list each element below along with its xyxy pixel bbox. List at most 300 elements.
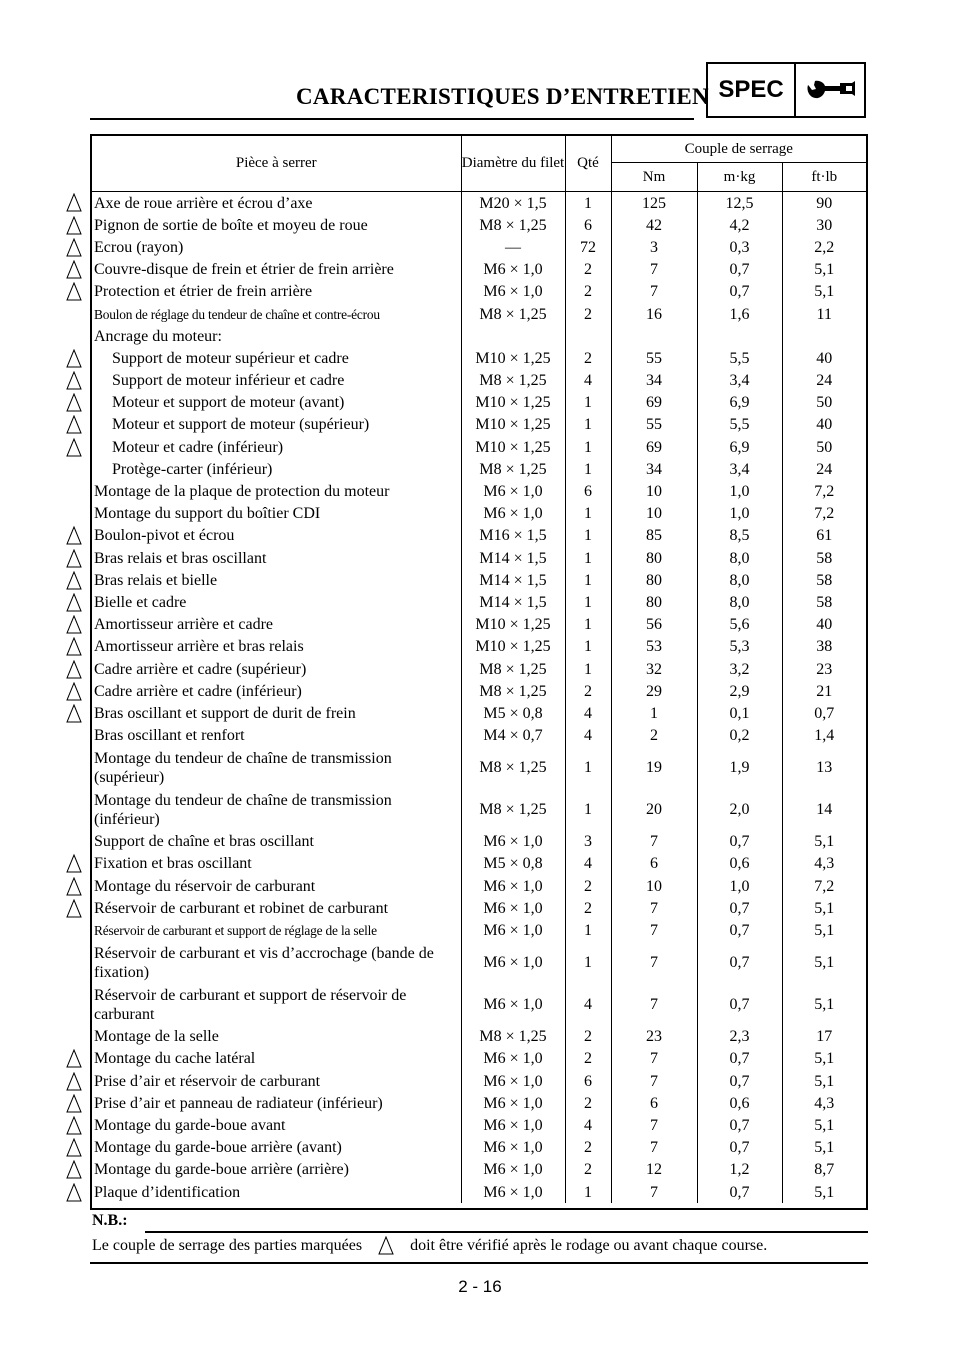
- cell-qte: 1: [565, 192, 611, 215]
- cell-nm: 3: [611, 236, 697, 258]
- table-row: [92, 458, 866, 480]
- cell-mkg: 0,7: [697, 259, 782, 281]
- cell-diametre: M6 × 1,0: [461, 875, 565, 897]
- cell-nm: 80: [611, 569, 697, 591]
- cell-piece: Montage de la selle: [94, 1028, 219, 1046]
- cell-mkg: 5,6: [697, 614, 782, 636]
- cell-ftlb: 5,1: [782, 897, 866, 919]
- table-row: [92, 658, 866, 680]
- cell-mkg: 0,3: [697, 236, 782, 258]
- triangle-marker-icon: [66, 393, 82, 412]
- cell-mkg: 5,3: [697, 636, 782, 658]
- cell-piece: Montage du réservoir de carburant: [94, 877, 316, 895]
- cell-ftlb: 7,2: [782, 503, 866, 525]
- cell-piece: Axe de roue arrière et écrou d’axe: [94, 194, 313, 212]
- table-row: [92, 370, 866, 392]
- cell-ftlb: 58: [782, 569, 866, 591]
- table-row: [92, 503, 866, 525]
- cell-mkg: 2,9: [697, 680, 782, 702]
- cell-qte: 2: [565, 1048, 611, 1070]
- cell-piece: Protection et étrier de frein arrière: [94, 283, 313, 301]
- cell-qte: 1: [565, 636, 611, 658]
- cell-piece: Support de moteur supérieur et cadre: [112, 349, 349, 367]
- cell-qte: 2: [565, 1159, 611, 1181]
- cell-ftlb: 40: [782, 347, 866, 369]
- cell-nm: 53: [611, 636, 697, 658]
- note-text-after: doit être vérifié après le rodage ou avant chaque course.: [410, 1236, 768, 1254]
- cell-diametre: M6 × 1,0: [461, 1159, 565, 1181]
- cell-qte: 4: [565, 702, 611, 724]
- cell-qte: 1: [565, 658, 611, 680]
- cell-diametre: M10 × 1,25: [461, 614, 565, 636]
- cell-mkg: 0,7: [697, 831, 782, 853]
- cell-piece: Boulon de réglage du tendeur de chaîne et contre-écrou: [94, 306, 380, 322]
- cell-nm: [611, 325, 697, 347]
- cell-piece: Bielle et cadre: [94, 593, 187, 611]
- cell-mkg: 1,0: [697, 503, 782, 525]
- cell-diametre: M6 × 1,0: [461, 1137, 565, 1159]
- table-row: [92, 480, 866, 502]
- cell-piece: Moteur et support de moteur (avant): [112, 394, 345, 412]
- cell-nm: 69: [611, 392, 697, 414]
- table-row: [92, 789, 866, 831]
- cell-nm: 85: [611, 525, 697, 547]
- table-row: [92, 875, 866, 897]
- note-label: N.B.:: [92, 1212, 128, 1229]
- cell-nm: 2: [611, 725, 697, 747]
- cell-qte: 4: [565, 370, 611, 392]
- cell-nm: 10: [611, 503, 697, 525]
- cell-piece: Cadre arrière et cadre (supérieur): [94, 660, 307, 678]
- cell-qte: 3: [565, 831, 611, 853]
- header-nm: Nm: [611, 163, 697, 192]
- triangle-marker-icon: [66, 682, 82, 701]
- cell-mkg: 0,7: [697, 1114, 782, 1136]
- cell-mkg: 1,0: [697, 480, 782, 502]
- cell-ftlb: 1,4: [782, 725, 866, 747]
- cell-piece: Couvre-disque de frein et étrier de frein arrière: [94, 261, 394, 279]
- cell-mkg: 3,4: [697, 370, 782, 392]
- triangle-marker-icon: [66, 1160, 82, 1179]
- table-row: [92, 636, 866, 658]
- cell-diametre: M8 × 1,25: [461, 214, 565, 236]
- cell-ftlb: 4,3: [782, 1092, 866, 1114]
- cell-qte: 1: [565, 414, 611, 436]
- cell-piece: Moteur et support de moteur (supérieur): [112, 416, 370, 434]
- cell-mkg: 8,5: [697, 525, 782, 547]
- cell-piece: Montage du garde-boue arrière (avant): [94, 1139, 342, 1157]
- cell-nm: 19: [611, 747, 697, 789]
- cell-mkg: 0,7: [697, 942, 782, 984]
- cell-mkg: 1,2: [697, 1159, 782, 1181]
- cell-mkg: 0,7: [697, 1181, 782, 1203]
- cell-mkg: 8,0: [697, 591, 782, 613]
- table-row: [92, 1114, 866, 1136]
- table-row: [92, 614, 866, 636]
- cell-diametre: M8 × 1,25: [461, 680, 565, 702]
- triangle-marker-icon: [66, 660, 82, 679]
- table-row: [92, 897, 866, 919]
- cell-ftlb: 58: [782, 547, 866, 569]
- cell-qte: 2: [565, 303, 611, 325]
- table-row: [92, 680, 866, 702]
- note-rule: [145, 1231, 868, 1233]
- title-underline: [90, 118, 694, 120]
- cell-qte: 2: [565, 875, 611, 897]
- triangle-marker-icon: [66, 216, 82, 235]
- cell-piece: Montage du tendeur de chaîne de transmission (inférieur): [94, 791, 392, 828]
- triangle-marker-icon: [66, 571, 82, 590]
- cell-piece: Réservoir de carburant et robinet de carburant: [94, 899, 389, 917]
- cell-diametre: M8 × 1,25: [461, 370, 565, 392]
- cell-piece: Support de moteur inférieur et cadre: [112, 372, 345, 390]
- table-row: [92, 192, 866, 215]
- cell-diametre: M6 × 1,0: [461, 1048, 565, 1070]
- cell-nm: 55: [611, 347, 697, 369]
- cell-nm: 23: [611, 1026, 697, 1048]
- cell-ftlb: 5,1: [782, 259, 866, 281]
- cell-ftlb: 40: [782, 414, 866, 436]
- triangle-marker-icon: [66, 593, 82, 612]
- header-ftlb: ft·lb: [782, 163, 866, 192]
- cell-ftlb: 38: [782, 636, 866, 658]
- cell-nm: 42: [611, 214, 697, 236]
- table-row: [92, 325, 866, 347]
- triangle-marker-icon: [66, 854, 82, 873]
- cell-diametre: M6 × 1,0: [461, 919, 565, 941]
- cell-mkg: 1,9: [697, 747, 782, 789]
- cell-diametre: M6 × 1,0: [461, 984, 565, 1026]
- table-row: [92, 1070, 866, 1092]
- note-text-before: Le couple de serrage des parties marquées: [92, 1236, 363, 1254]
- cell-ftlb: 0,7: [782, 702, 866, 724]
- spec-badge: [706, 62, 866, 118]
- triangle-marker-icon: [66, 1138, 82, 1157]
- cell-nm: 7: [611, 1048, 697, 1070]
- cell-piece: Prise d’air et réservoir de carburant: [94, 1072, 321, 1090]
- cell-piece: Bras oscillant et renfort: [94, 727, 245, 745]
- cell-ftlb: 50: [782, 436, 866, 458]
- cell-mkg: 8,0: [697, 547, 782, 569]
- table-row: [92, 702, 866, 724]
- cell-mkg: 0,7: [697, 1048, 782, 1070]
- table-row: [92, 392, 866, 414]
- torque-table: [90, 134, 868, 1210]
- table-row: [92, 569, 866, 591]
- cell-nm: 7: [611, 259, 697, 281]
- triangle-marker-icon: [66, 260, 82, 279]
- cell-ftlb: 61: [782, 525, 866, 547]
- cell-ftlb: 5,1: [782, 984, 866, 1026]
- table-row: [92, 436, 866, 458]
- cell-mkg: 0,2: [697, 725, 782, 747]
- cell-piece: Bras relais et bielle: [94, 571, 218, 589]
- cell-diametre: M8 × 1,25: [461, 747, 565, 789]
- cell-nm: 12: [611, 1159, 697, 1181]
- cell-qte: 2: [565, 680, 611, 702]
- cell-qte: 1: [565, 1181, 611, 1203]
- cell-diametre: M8 × 1,25: [461, 303, 565, 325]
- triangle-marker-icon: [66, 371, 82, 390]
- cell-diametre: M14 × 1,5: [461, 591, 565, 613]
- cell-ftlb: 24: [782, 370, 866, 392]
- cell-qte: 1: [565, 458, 611, 480]
- cell-qte: 1: [565, 547, 611, 569]
- cell-ftlb: 5,1: [782, 1048, 866, 1070]
- cell-qte: 1: [565, 919, 611, 941]
- table-row: [92, 725, 866, 747]
- cell-mkg: 0,1: [697, 702, 782, 724]
- header-diametre: Diamètre du filet: [461, 136, 565, 192]
- cell-qte: 6: [565, 1070, 611, 1092]
- cell-qte: 2: [565, 1092, 611, 1114]
- cell-nm: 7: [611, 984, 697, 1026]
- cell-ftlb: 7,2: [782, 480, 866, 502]
- cell-mkg: 2,3: [697, 1026, 782, 1048]
- cell-diametre: M8 × 1,25: [461, 789, 565, 831]
- cell-piece: Ancrage du moteur:: [94, 327, 222, 345]
- cell-ftlb: 90: [782, 192, 866, 215]
- cell-mkg: 2,0: [697, 789, 782, 831]
- cell-piece: Montage du garde-boue avant: [94, 1116, 286, 1134]
- cell-ftlb: 11: [782, 303, 866, 325]
- cell-nm: 7: [611, 1181, 697, 1203]
- cell-mkg: 1,0: [697, 875, 782, 897]
- cell-mkg: 6,9: [697, 436, 782, 458]
- cell-mkg: 0,7: [697, 919, 782, 941]
- triangle-marker-icon: [66, 615, 82, 634]
- cell-mkg: 5,5: [697, 414, 782, 436]
- cell-diametre: M10 × 1,25: [461, 414, 565, 436]
- table-row: [92, 303, 866, 325]
- cell-mkg: 6,9: [697, 392, 782, 414]
- cell-qte: 2: [565, 1137, 611, 1159]
- cell-piece: Cadre arrière et cadre (inférieur): [94, 682, 302, 700]
- note-text: [92, 1236, 767, 1255]
- cell-piece: Réservoir de carburant et support de réglage de la selle: [94, 923, 377, 939]
- cell-diametre: M6 × 1,0: [461, 897, 565, 919]
- cell-nm: 7: [611, 281, 697, 303]
- table-row: [92, 1137, 866, 1159]
- cell-qte: 1: [565, 392, 611, 414]
- cell-qte: 4: [565, 725, 611, 747]
- cell-diametre: M6 × 1,0: [461, 503, 565, 525]
- table-row: [92, 942, 866, 984]
- cell-nm: 10: [611, 480, 697, 502]
- cell-qte: 2: [565, 259, 611, 281]
- cell-diametre: M5 × 0,8: [461, 853, 565, 875]
- cell-diametre: M10 × 1,25: [461, 347, 565, 369]
- triangle-marker-icon: [66, 1049, 82, 1068]
- cell-diametre: M10 × 1,25: [461, 636, 565, 658]
- table-row: [92, 347, 866, 369]
- cell-nm: 34: [611, 370, 697, 392]
- table-row: [92, 1181, 866, 1203]
- cell-qte: 2: [565, 1026, 611, 1048]
- cell-piece: Réservoir de carburant et support de réservoir de carburant: [94, 986, 407, 1023]
- cell-nm: 7: [611, 919, 697, 941]
- cell-ftlb: 21: [782, 680, 866, 702]
- triangle-marker-icon: [66, 438, 82, 457]
- cell-mkg: 0,7: [697, 1137, 782, 1159]
- cell-ftlb: 13: [782, 747, 866, 789]
- cell-diametre: M6 × 1,0: [461, 1070, 565, 1092]
- cell-diametre: M6 × 1,0: [461, 942, 565, 984]
- table-row: [92, 281, 866, 303]
- cell-mkg: 0,7: [697, 897, 782, 919]
- header-piece: Pièce à serrer: [235, 155, 317, 171]
- cell-ftlb: 5,1: [782, 831, 866, 853]
- cell-mkg: 0,6: [697, 1092, 782, 1114]
- cell-diametre: M6 × 1,0: [461, 480, 565, 502]
- cell-diametre: M10 × 1,25: [461, 392, 565, 414]
- cell-nm: 55: [611, 414, 697, 436]
- cell-piece: Bras oscillant et support de durit de frein: [94, 704, 356, 722]
- cell-nm: 7: [611, 1137, 697, 1159]
- cell-ftlb: 58: [782, 591, 866, 613]
- cell-diametre: M14 × 1,5: [461, 569, 565, 591]
- cell-piece: Moteur et cadre (inférieur): [112, 438, 284, 456]
- cell-qte: 1: [565, 614, 611, 636]
- cell-mkg: 3,4: [697, 458, 782, 480]
- cell-diametre: M5 × 0,8: [461, 702, 565, 724]
- table-row: [92, 747, 866, 789]
- cell-qte: 72: [565, 236, 611, 258]
- triangle-marker-icon: [66, 1183, 82, 1202]
- cell-nm: 7: [611, 1114, 697, 1136]
- cell-ftlb: 5,1: [782, 1114, 866, 1136]
- cell-ftlb: 40: [782, 614, 866, 636]
- cell-piece: Réservoir de carburant et vis d’accrochage (bande de fixation): [94, 944, 434, 981]
- cell-diametre: M6 × 1,0: [461, 1181, 565, 1203]
- cell-diametre: [461, 325, 565, 347]
- cell-mkg: 3,2: [697, 658, 782, 680]
- cell-diametre: M6 × 1,0: [461, 831, 565, 853]
- cell-piece: Montage du garde-boue arrière (arrière): [94, 1161, 349, 1179]
- cell-mkg: 8,0: [697, 569, 782, 591]
- cell-diametre: M6 × 1,0: [461, 259, 565, 281]
- table-row: [92, 214, 866, 236]
- cell-diametre: M16 × 1,5: [461, 525, 565, 547]
- cell-nm: 6: [611, 1092, 697, 1114]
- table-row: [92, 1048, 866, 1070]
- cell-diametre: M6 × 1,0: [461, 281, 565, 303]
- cell-piece: Boulon-pivot et écrou: [94, 527, 235, 545]
- cell-mkg: 0,6: [697, 853, 782, 875]
- cell-piece: Amortisseur arrière et bras relais: [94, 638, 304, 656]
- table-row: [92, 831, 866, 853]
- cell-mkg: 0,7: [697, 984, 782, 1026]
- triangle-marker-icon: [66, 637, 82, 656]
- cell-piece: Support de chaîne et bras oscillant: [94, 833, 314, 851]
- cell-mkg: 4,2: [697, 214, 782, 236]
- cell-mkg: [697, 325, 782, 347]
- cell-qte: 1: [565, 942, 611, 984]
- triangle-marker-icon: [66, 877, 82, 896]
- table-row: [92, 525, 866, 547]
- triangle-marker-icon: [66, 193, 82, 212]
- cell-nm: 10: [611, 875, 697, 897]
- table-row: [92, 1092, 866, 1114]
- cell-ftlb: [782, 325, 866, 347]
- cell-diametre: M20 × 1,5: [461, 192, 565, 215]
- note-bottom-rule: [90, 1262, 868, 1264]
- table-row: [92, 919, 866, 941]
- cell-diametre: M8 × 1,25: [461, 458, 565, 480]
- cell-qte: 6: [565, 214, 611, 236]
- cell-nm: 7: [611, 1070, 697, 1092]
- table-row: [92, 853, 866, 875]
- cell-ftlb: 4,3: [782, 853, 866, 875]
- cell-ftlb: 5,1: [782, 942, 866, 984]
- cell-nm: 125: [611, 192, 697, 215]
- cell-piece: Protège-carter (inférieur): [112, 460, 273, 478]
- table-row: [92, 414, 866, 436]
- cell-mkg: 12,5: [697, 192, 782, 215]
- cell-mkg: 0,7: [697, 1070, 782, 1092]
- cell-nm: 69: [611, 436, 697, 458]
- triangle-marker-icon: [66, 526, 82, 545]
- cell-diametre: M8 × 1,25: [461, 1026, 565, 1048]
- cell-nm: 34: [611, 458, 697, 480]
- triangle-marker-icon: [66, 1116, 82, 1135]
- cell-nm: 1: [611, 702, 697, 724]
- cell-nm: 7: [611, 942, 697, 984]
- cell-nm: 16: [611, 303, 697, 325]
- cell-qte: 1: [565, 436, 611, 458]
- page-title: CARACTERISTIQUES D’ENTRETIEN: [296, 84, 709, 109]
- cell-piece: Montage du tendeur de chaîne de transmission (supérieur): [94, 749, 392, 786]
- cell-nm: 56: [611, 614, 697, 636]
- cell-qte: 4: [565, 984, 611, 1026]
- triangle-marker-icon: [66, 549, 82, 568]
- cell-ftlb: 5,1: [782, 1070, 866, 1092]
- header-mkg: m·kg: [697, 163, 782, 192]
- cell-qte: [565, 325, 611, 347]
- triangle-marker-icon: [66, 282, 82, 301]
- cell-ftlb: 5,1: [782, 919, 866, 941]
- table-row: [92, 984, 866, 1026]
- cell-piece: Amortisseur arrière et cadre: [94, 616, 274, 634]
- cell-ftlb: 5,1: [782, 1137, 866, 1159]
- cell-qte: 4: [565, 1114, 611, 1136]
- cell-mkg: 5,5: [697, 347, 782, 369]
- cell-piece: Ecrou (rayon): [94, 238, 184, 256]
- triangle-marker-icon: [66, 349, 82, 368]
- cell-diametre: —: [461, 236, 565, 258]
- cell-piece: Bras relais et bras oscillant: [94, 549, 267, 567]
- cell-diametre: M10 × 1,25: [461, 436, 565, 458]
- triangle-marker-icon: [378, 1236, 394, 1255]
- cell-qte: 2: [565, 347, 611, 369]
- cell-nm: 29: [611, 680, 697, 702]
- cell-piece: Pignon de sortie de boîte et moyeu de roue: [94, 216, 368, 234]
- table-row: [92, 1159, 866, 1181]
- page-number: 2 - 16: [458, 1277, 502, 1296]
- cell-nm: 80: [611, 591, 697, 613]
- cell-qte: 2: [565, 281, 611, 303]
- cell-ftlb: 5,1: [782, 281, 866, 303]
- cell-ftlb: 8,7: [782, 1159, 866, 1181]
- cell-diametre: M6 × 1,0: [461, 1092, 565, 1114]
- table-body: [92, 192, 866, 1204]
- cell-piece: Plaque d’identification: [94, 1183, 241, 1201]
- cell-diametre: M8 × 1,25: [461, 658, 565, 680]
- triangle-marker-icon: [66, 1072, 82, 1091]
- triangle-marker-icon: [66, 415, 82, 434]
- cell-nm: 32: [611, 658, 697, 680]
- table-row: [92, 591, 866, 613]
